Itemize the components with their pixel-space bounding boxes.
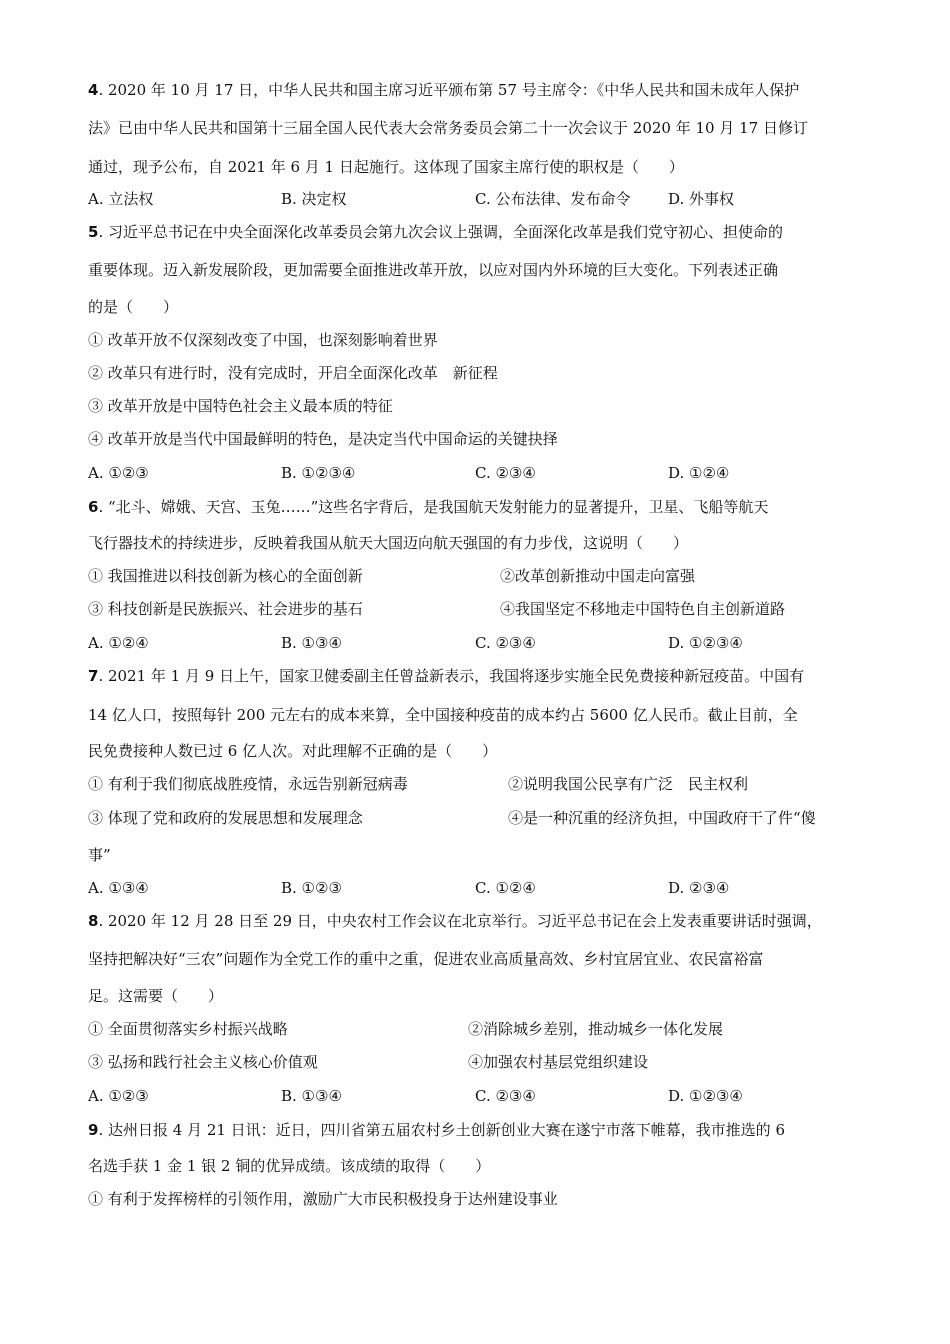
q7-number: 7 xyxy=(88,667,99,685)
q6-option-d: D. ①②③④ xyxy=(668,634,743,652)
q8-item-2: ②消除城乡差别，推动城乡一体化发展 xyxy=(468,1020,724,1038)
q6-option-c: C. ②③④ xyxy=(475,634,536,652)
q8-stem-line-2: 坚持把解决好“三农”问题作为全党工作的重中之重，促进农业高质量高效、乡村宜居宜业、农民富裕富 xyxy=(88,950,764,968)
q4-option-d: D. 外事权 xyxy=(668,190,735,208)
q7-item-1: ① 有利于我们彻底战胜疫情，永远告别新冠病毒 xyxy=(88,775,408,793)
q4-option-a: A. 立法权 xyxy=(88,190,154,208)
q7-stem-line-3: 民免费接种人数已过 6 亿人次。对此理解不正确的是（ ） xyxy=(88,742,498,760)
q9-number: 9 xyxy=(88,1121,99,1139)
q7-item-2: ②说明我国公民享有广泛 民主权利 xyxy=(508,775,749,793)
q4-number: 4 xyxy=(88,81,99,99)
q6-item-3: ③ 科技创新是民族振兴、社会进步的基石 xyxy=(88,600,363,618)
q7-item-4-tail: 事” xyxy=(88,846,111,864)
q5-option-c: C. ②③④ xyxy=(475,464,536,482)
q7-option-c: C. ①②④ xyxy=(475,879,536,897)
q8-stem-line-1: 8. 2020 年 12 月 28 日至 29 日，中央农村工作会议在北京举行。习近平总书记在会上发表重要讲话时强调， xyxy=(88,912,822,930)
q5-option-d: D. ①②④ xyxy=(668,464,730,482)
q7-option-b: B. ①②③ xyxy=(281,879,342,897)
q8-number: 8 xyxy=(88,912,99,930)
q9-stem-line-2: 名选手获 1 金 1 银 2 铜的优异成绩。该成绩的取得（ ） xyxy=(88,1157,491,1175)
q5-option-b: B. ①②③④ xyxy=(281,464,356,482)
q8-item-4: ④加强农村基层党组织建设 xyxy=(468,1053,649,1071)
q7-stem-line-1: 7. 2021 年 1 月 9 日上午，国家卫健委副主任曾益新表示，我国将逐步实施全民免费接种新冠疫苗。中国有 xyxy=(88,667,805,685)
q6-item-1: ① 我国推进以科技创新为核心的全面创新 xyxy=(88,567,363,585)
q7-item-4: ④是一种沉重的经济负担，中国政府干了件“傻 xyxy=(508,809,816,827)
q7-option-d: D. ②③④ xyxy=(668,879,730,897)
q6-stem-line-2: 飞行器技术的持续进步，反映着我国从航天大国迈向航天强国的有力步伐，这说明（ ） xyxy=(88,534,689,552)
q8-stem-line-3: 足。这需要（ ） xyxy=(88,987,224,1005)
q8-option-b: B. ①③④ xyxy=(281,1087,342,1105)
q5-stem-line-2: 重要体现。迈入新发展阶段，更加需要全面推进改革开放，以应对国内外环境的巨大变化。下列表述正确 xyxy=(88,261,779,279)
q9-item-1: ① 有利于发挥榜样的引领作用，激励广大市民积极投身于达州建设事业 xyxy=(88,1190,558,1208)
q4-option-c: C. 公布法律、发布命令 xyxy=(475,190,631,208)
q6-item-2: ②改革创新推动中国走向富强 xyxy=(500,567,696,585)
q4-option-b: B. 决定权 xyxy=(281,190,347,208)
q6-number: 6 xyxy=(88,498,99,516)
q5-item-2: ② 改革只有进行时，没有完成时，开启全面深化改革 新征程 xyxy=(88,364,498,382)
q7-stem-line-2: 14 亿人口，按照每针 200 元左右的成本来算，全中国接种疫苗的成本约占 5600 亿人民币。截止目前，全 xyxy=(88,706,798,724)
q4-stem-line-2: 法》已由中华人民共和国第十三届全国人民代表大会常务委员会第二十一次会议于 2020 年 10 月 17 日修订 xyxy=(88,119,808,137)
q8-option-a: A. ①②③ xyxy=(88,1087,149,1105)
q8-item-1: ① 全面贯彻落实乡村振兴战略 xyxy=(88,1020,288,1038)
q4-stem-line-3: 通过，现予公布，自 2021 年 6 月 1 日起施行。这体现了国家主席行使的职权是（ ） xyxy=(88,158,684,176)
q5-option-a: A. ①②③ xyxy=(88,464,149,482)
q5-item-3: ③ 改革开放是中国特色社会主义最本质的特征 xyxy=(88,397,393,415)
q9-stem-line-1: 9. 达州日报 4 月 21 日讯：近日，四川省第五届农村乡土创新创业大赛在遂宁市落下帷幕，我市推选的 6 xyxy=(88,1121,785,1139)
q8-option-d: D. ①②③④ xyxy=(668,1087,743,1105)
q8-item-3: ③ 弘扬和践行社会主义核心价值观 xyxy=(88,1053,318,1071)
q7-item-3: ③ 体现了党和政府的发展思想和发展理念 xyxy=(88,809,363,827)
q5-stem-line-1: 5. 习近平总书记在中央全面深化改革委员会第九次会议上强调，全面深化改革是我们党守初心、担使命的 xyxy=(88,223,783,241)
q6-option-b: B. ①③④ xyxy=(281,634,342,652)
q5-number: 5 xyxy=(88,223,99,241)
q5-item-4: ④ 改革开放是当代中国最鲜明的特色，是决定当代中国命运的关键抉择 xyxy=(88,430,558,448)
q5-item-1: ① 改革开放不仅深刻改变了中国，也深刻影响着世界 xyxy=(88,331,438,349)
q8-option-c: C. ②③④ xyxy=(475,1087,536,1105)
q5-stem-line-3: 的是（ ） xyxy=(88,298,179,316)
q6-stem-line-1: 6. “北斗、嫦娥、天宫、玉兔……”这些名字背后，是我国航天发射能力的显著提升，卫星、飞船等航天 xyxy=(88,498,769,516)
q6-item-4: ④我国坚定不移地走中国特色自主创新道路 xyxy=(500,600,786,618)
q7-option-a: A. ①③④ xyxy=(88,879,149,897)
q4-stem-line-1: 4. 2020 年 10 月 17 日，中华人民共和国主席习近平颁布第 57 号主席令：《中华人民共和国未成年人保护 xyxy=(88,81,800,99)
q6-option-a: A. ①②④ xyxy=(88,634,149,652)
